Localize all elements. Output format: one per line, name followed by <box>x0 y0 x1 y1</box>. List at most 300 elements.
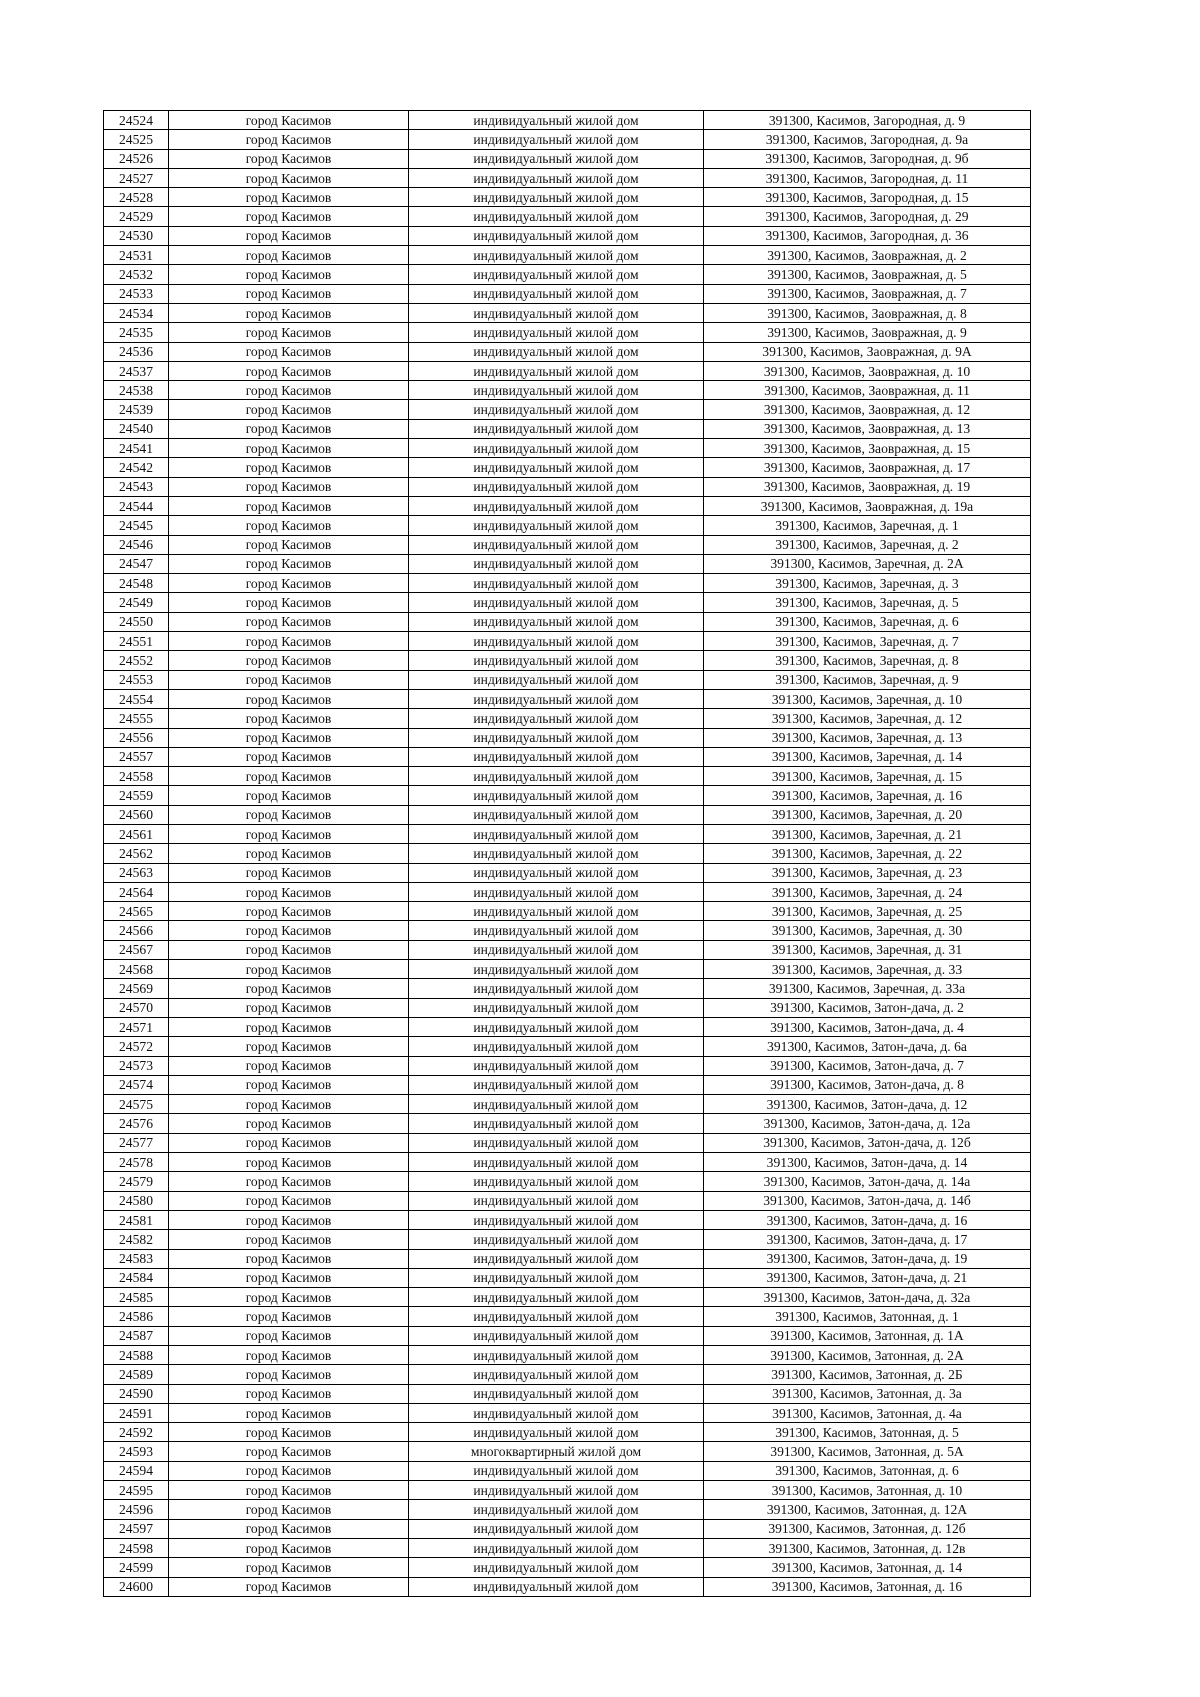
building-type-cell: индивидуальный жилой дом <box>409 670 704 689</box>
table-row <box>104 979 1031 998</box>
row-number-cell: 24573 <box>104 1056 169 1075</box>
building-type-cell: индивидуальный жилой дом <box>409 323 704 342</box>
row-number-cell: 24580 <box>104 1191 169 1210</box>
table-row <box>104 902 1031 921</box>
row-number-cell: 24596 <box>104 1500 169 1519</box>
locality-cell: город Касимов <box>169 1423 409 1442</box>
row-number-cell: 24526 <box>104 149 169 168</box>
address-cell: 391300, Касимов, Заречная, д. 23 <box>704 863 1031 882</box>
building-type-cell: индивидуальный жилой дом <box>409 1017 704 1036</box>
locality-cell: город Касимов <box>169 844 409 863</box>
locality-cell: город Касимов <box>169 1346 409 1365</box>
registry-table-body <box>104 111 1031 1597</box>
address-cell: 391300, Касимов, Заовражная, д. 13 <box>704 419 1031 438</box>
row-number-cell: 24569 <box>104 979 169 998</box>
row-number-cell: 24600 <box>104 1577 169 1596</box>
address-cell: 391300, Касимов, Затонная, д. 2Б <box>704 1365 1031 1384</box>
locality-cell: город Касимов <box>169 1481 409 1500</box>
locality-cell: город Касимов <box>169 767 409 786</box>
table-row <box>104 1519 1031 1538</box>
table-row <box>104 207 1031 226</box>
building-type-cell: индивидуальный жилой дом <box>409 1384 704 1403</box>
address-cell: 391300, Касимов, Затон-дача, д. 14 <box>704 1153 1031 1172</box>
table-row <box>104 1307 1031 1326</box>
address-cell: 391300, Касимов, Затонная, д. 12б <box>704 1519 1031 1538</box>
locality-cell: город Касимов <box>169 786 409 805</box>
locality-cell: город Касимов <box>169 1133 409 1152</box>
row-number-cell: 24531 <box>104 246 169 265</box>
building-type-cell: индивидуальный жилой дом <box>409 303 704 322</box>
building-type-cell: индивидуальный жилой дом <box>409 1114 704 1133</box>
address-cell: 391300, Касимов, Заовражная, д. 15 <box>704 439 1031 458</box>
row-number-cell: 24567 <box>104 940 169 959</box>
locality-cell: город Касимов <box>169 1500 409 1519</box>
table-row <box>104 1461 1031 1480</box>
address-cell: 391300, Касимов, Заовражная, д. 5 <box>704 265 1031 284</box>
table-row <box>104 998 1031 1017</box>
table-row <box>104 1481 1031 1500</box>
table-row <box>104 1423 1031 1442</box>
address-cell: 391300, Касимов, Затон-дача, д. 6а <box>704 1037 1031 1056</box>
table-row <box>104 458 1031 477</box>
row-number-cell: 24583 <box>104 1249 169 1268</box>
building-type-cell: индивидуальный жилой дом <box>409 439 704 458</box>
table-row <box>104 1133 1031 1152</box>
locality-cell: город Касимов <box>169 1095 409 1114</box>
row-number-cell: 24553 <box>104 670 169 689</box>
row-number-cell: 24539 <box>104 400 169 419</box>
table-row <box>104 535 1031 554</box>
building-type-cell: индивидуальный жилой дом <box>409 728 704 747</box>
address-cell: 391300, Касимов, Загородная, д. 29 <box>704 207 1031 226</box>
building-type-cell: индивидуальный жилой дом <box>409 1075 704 1094</box>
row-number-cell: 24554 <box>104 689 169 708</box>
address-cell: 391300, Касимов, Заречная, д. 12 <box>704 709 1031 728</box>
address-cell: 391300, Касимов, Затон-дача, д. 12а <box>704 1114 1031 1133</box>
table-row <box>104 361 1031 380</box>
table-row <box>104 1538 1031 1557</box>
building-type-cell: индивидуальный жилой дом <box>409 612 704 631</box>
locality-cell: город Касимов <box>169 709 409 728</box>
table-row <box>104 651 1031 670</box>
building-type-cell: индивидуальный жилой дом <box>409 998 704 1017</box>
table-row <box>104 381 1031 400</box>
address-cell: 391300, Касимов, Заречная, д. 24 <box>704 882 1031 901</box>
locality-cell: город Касимов <box>169 111 409 130</box>
table-row <box>104 1403 1031 1422</box>
row-number-cell: 24570 <box>104 998 169 1017</box>
address-cell: 391300, Касимов, Загородная, д. 9а <box>704 130 1031 149</box>
building-type-cell: индивидуальный жилой дом <box>409 747 704 766</box>
address-cell: 391300, Касимов, Затон-дача, д. 32а <box>704 1288 1031 1307</box>
locality-cell: город Касимов <box>169 1191 409 1210</box>
table-row <box>104 1268 1031 1287</box>
locality-cell: город Касимов <box>169 1577 409 1596</box>
table-row <box>104 265 1031 284</box>
building-type-cell: индивидуальный жилой дом <box>409 419 704 438</box>
row-number-cell: 24566 <box>104 921 169 940</box>
locality-cell: город Касимов <box>169 1307 409 1326</box>
locality-cell: город Касимов <box>169 574 409 593</box>
row-number-cell: 24529 <box>104 207 169 226</box>
table-row <box>104 111 1031 130</box>
building-type-cell: индивидуальный жилой дом <box>409 1307 704 1326</box>
building-type-cell: индивидуальный жилой дом <box>409 805 704 824</box>
row-number-cell: 24571 <box>104 1017 169 1036</box>
address-cell: 391300, Касимов, Заречная, д. 1 <box>704 516 1031 535</box>
table-row <box>104 940 1031 959</box>
locality-cell: город Касимов <box>169 593 409 612</box>
building-type-cell: индивидуальный жилой дом <box>409 1249 704 1268</box>
address-cell: 391300, Касимов, Заречная, д. 3 <box>704 574 1031 593</box>
building-type-cell: индивидуальный жилой дом <box>409 554 704 573</box>
building-type-cell: индивидуальный жилой дом <box>409 689 704 708</box>
address-cell: 391300, Касимов, Заречная, д. 33а <box>704 979 1031 998</box>
building-type-cell: многоквартирный жилой дом <box>409 1442 704 1461</box>
locality-cell: город Касимов <box>169 902 409 921</box>
address-cell: 391300, Касимов, Затонная, д. 14 <box>704 1558 1031 1577</box>
address-cell: 391300, Касимов, Заовражная, д. 10 <box>704 361 1031 380</box>
row-number-cell: 24543 <box>104 477 169 496</box>
locality-cell: город Касимов <box>169 246 409 265</box>
address-cell: 391300, Касимов, Заречная, д. 25 <box>704 902 1031 921</box>
locality-cell: город Касимов <box>169 1538 409 1557</box>
locality-cell: город Касимов <box>169 1442 409 1461</box>
building-type-cell: индивидуальный жилой дом <box>409 361 704 380</box>
building-type-cell: индивидуальный жилой дом <box>409 168 704 187</box>
table-row <box>104 1037 1031 1056</box>
building-type-cell: индивидуальный жилой дом <box>409 1481 704 1500</box>
building-type-cell: индивидуальный жилой дом <box>409 207 704 226</box>
table-row <box>104 284 1031 303</box>
locality-cell: город Касимов <box>169 207 409 226</box>
table-row <box>104 1365 1031 1384</box>
table-row <box>104 323 1031 342</box>
building-type-cell: индивидуальный жилой дом <box>409 130 704 149</box>
row-number-cell: 24533 <box>104 284 169 303</box>
address-cell: 391300, Касимов, Заречная, д. 16 <box>704 786 1031 805</box>
locality-cell: город Касимов <box>169 863 409 882</box>
building-type-cell: индивидуальный жилой дом <box>409 1288 704 1307</box>
building-type-cell: индивидуальный жилой дом <box>409 1056 704 1075</box>
address-cell: 391300, Касимов, Затон-дача, д. 21 <box>704 1268 1031 1287</box>
table-row <box>104 303 1031 322</box>
building-type-cell: индивидуальный жилой дом <box>409 767 704 786</box>
table-row <box>104 1095 1031 1114</box>
building-type-cell: индивидуальный жилой дом <box>409 882 704 901</box>
building-type-cell: индивидуальный жилой дом <box>409 535 704 554</box>
locality-cell: город Касимов <box>169 1114 409 1133</box>
row-number-cell: 24525 <box>104 130 169 149</box>
locality-cell: город Касимов <box>169 381 409 400</box>
building-type-cell: индивидуальный жилой дом <box>409 111 704 130</box>
address-cell: 391300, Касимов, Заречная, д. 33 <box>704 960 1031 979</box>
building-type-cell: индивидуальный жилой дом <box>409 1191 704 1210</box>
building-type-cell: индивидуальный жилой дом <box>409 902 704 921</box>
building-type-cell: индивидуальный жилой дом <box>409 188 704 207</box>
table-row <box>104 844 1031 863</box>
locality-cell: город Касимов <box>169 361 409 380</box>
row-number-cell: 24550 <box>104 612 169 631</box>
building-type-cell: индивидуальный жилой дом <box>409 1210 704 1229</box>
table-row <box>104 477 1031 496</box>
table-row <box>104 1153 1031 1172</box>
building-type-cell: индивидуальный жилой дом <box>409 1095 704 1114</box>
row-number-cell: 24528 <box>104 188 169 207</box>
table-row <box>104 574 1031 593</box>
address-cell: 391300, Касимов, Заречная, д. 31 <box>704 940 1031 959</box>
building-type-cell: индивидуальный жилой дом <box>409 246 704 265</box>
address-cell: 391300, Касимов, Затонная, д. 5А <box>704 1442 1031 1461</box>
table-row <box>104 168 1031 187</box>
row-number-cell: 24557 <box>104 747 169 766</box>
table-row <box>104 130 1031 149</box>
locality-cell: город Касимов <box>169 284 409 303</box>
row-number-cell: 24581 <box>104 1210 169 1229</box>
table-row <box>104 786 1031 805</box>
table-row <box>104 1230 1031 1249</box>
table-row <box>104 419 1031 438</box>
row-number-cell: 24597 <box>104 1519 169 1538</box>
row-number-cell: 24598 <box>104 1538 169 1557</box>
building-type-cell: индивидуальный жилой дом <box>409 496 704 515</box>
table-row <box>104 149 1031 168</box>
row-number-cell: 24588 <box>104 1346 169 1365</box>
table-row <box>104 1210 1031 1229</box>
table-row <box>104 670 1031 689</box>
row-number-cell: 24527 <box>104 168 169 187</box>
locality-cell: город Касимов <box>169 921 409 940</box>
row-number-cell: 24556 <box>104 728 169 747</box>
table-row <box>104 1075 1031 1094</box>
row-number-cell: 24565 <box>104 902 169 921</box>
building-type-cell: индивидуальный жилой дом <box>409 381 704 400</box>
row-number-cell: 24564 <box>104 882 169 901</box>
address-cell: 391300, Касимов, Затонная, д. 5 <box>704 1423 1031 1442</box>
locality-cell: город Касимов <box>169 130 409 149</box>
building-type-cell: индивидуальный жилой дом <box>409 1538 704 1557</box>
address-cell: 391300, Касимов, Затонная, д. 2А <box>704 1346 1031 1365</box>
building-type-cell: индивидуальный жилой дом <box>409 824 704 843</box>
locality-cell: город Касимов <box>169 1172 409 1191</box>
table-row <box>104 882 1031 901</box>
address-cell: 391300, Касимов, Затонная, д. 16 <box>704 1577 1031 1596</box>
address-cell: 391300, Касимов, Затонная, д. 12в <box>704 1538 1031 1557</box>
locality-cell: город Касимов <box>169 419 409 438</box>
building-type-cell: индивидуальный жилой дом <box>409 265 704 284</box>
row-number-cell: 24578 <box>104 1153 169 1172</box>
table-row <box>104 188 1031 207</box>
address-cell: 391300, Касимов, Заречная, д. 30 <box>704 921 1031 940</box>
locality-cell: город Касимов <box>169 149 409 168</box>
row-number-cell: 24559 <box>104 786 169 805</box>
building-type-cell: индивидуальный жилой дом <box>409 1423 704 1442</box>
building-type-cell: индивидуальный жилой дом <box>409 1172 704 1191</box>
locality-cell: город Касимов <box>169 940 409 959</box>
address-cell: 391300, Касимов, Затон-дача, д. 12б <box>704 1133 1031 1152</box>
address-cell: 391300, Касимов, Заовражная, д. 19а <box>704 496 1031 515</box>
locality-cell: город Касимов <box>169 554 409 573</box>
address-cell: 391300, Касимов, Заовражная, д. 17 <box>704 458 1031 477</box>
building-type-cell: индивидуальный жилой дом <box>409 844 704 863</box>
address-cell: 391300, Касимов, Заречная, д. 10 <box>704 689 1031 708</box>
row-number-cell: 24586 <box>104 1307 169 1326</box>
locality-cell: город Касимов <box>169 516 409 535</box>
table-row <box>104 1326 1031 1345</box>
locality-cell: город Касимов <box>169 1558 409 1577</box>
building-type-cell: индивидуальный жилой дом <box>409 1230 704 1249</box>
locality-cell: город Касимов <box>169 439 409 458</box>
table-row <box>104 767 1031 786</box>
table-row <box>104 805 1031 824</box>
building-type-cell: индивидуальный жилой дом <box>409 1365 704 1384</box>
building-type-cell: индивидуальный жилой дом <box>409 1519 704 1538</box>
table-row <box>104 342 1031 361</box>
address-cell: 391300, Касимов, Затон-дача, д. 16 <box>704 1210 1031 1229</box>
row-number-cell: 24590 <box>104 1384 169 1403</box>
address-cell: 391300, Касимов, Загородная, д. 11 <box>704 168 1031 187</box>
locality-cell: город Касимов <box>169 1326 409 1345</box>
building-type-cell: индивидуальный жилой дом <box>409 516 704 535</box>
address-cell: 391300, Касимов, Заречная, д. 22 <box>704 844 1031 863</box>
row-number-cell: 24587 <box>104 1326 169 1345</box>
locality-cell: город Касимов <box>169 998 409 1017</box>
locality-cell: город Касимов <box>169 728 409 747</box>
table-row <box>104 824 1031 843</box>
row-number-cell: 24545 <box>104 516 169 535</box>
address-cell: 391300, Касимов, Заречная, д. 2А <box>704 554 1031 573</box>
row-number-cell: 24551 <box>104 632 169 651</box>
address-cell: 391300, Касимов, Загородная, д. 36 <box>704 226 1031 245</box>
locality-cell: город Касимов <box>169 1210 409 1229</box>
locality-cell: город Касимов <box>169 747 409 766</box>
building-type-cell: индивидуальный жилой дом <box>409 632 704 651</box>
locality-cell: город Касимов <box>169 824 409 843</box>
table-row <box>104 1056 1031 1075</box>
locality-cell: город Касимов <box>169 1365 409 1384</box>
housing-registry-table <box>103 110 1031 1597</box>
table-row <box>104 863 1031 882</box>
building-type-cell: индивидуальный жилой дом <box>409 593 704 612</box>
table-row <box>104 921 1031 940</box>
building-type-cell: индивидуальный жилой дом <box>409 1346 704 1365</box>
row-number-cell: 24568 <box>104 960 169 979</box>
table-row <box>104 1191 1031 1210</box>
address-cell: 391300, Касимов, Заовражная, д. 8 <box>704 303 1031 322</box>
address-cell: 391300, Касимов, Затон-дача, д. 17 <box>704 1230 1031 1249</box>
address-cell: 391300, Касимов, Затонная, д. 12А <box>704 1500 1031 1519</box>
locality-cell: город Касимов <box>169 805 409 824</box>
building-type-cell: индивидуальный жилой дом <box>409 709 704 728</box>
address-cell: 391300, Касимов, Затонная, д. 1А <box>704 1326 1031 1345</box>
building-type-cell: индивидуальный жилой дом <box>409 149 704 168</box>
building-type-cell: индивидуальный жилой дом <box>409 1133 704 1152</box>
address-cell: 391300, Касимов, Затон-дача, д. 4 <box>704 1017 1031 1036</box>
address-cell: 391300, Касимов, Заречная, д. 13 <box>704 728 1031 747</box>
building-type-cell: индивидуальный жилой дом <box>409 1558 704 1577</box>
row-number-cell: 24574 <box>104 1075 169 1094</box>
building-type-cell: индивидуальный жилой дом <box>409 226 704 245</box>
address-cell: 391300, Касимов, Затон-дача, д. 12 <box>704 1095 1031 1114</box>
table-row <box>104 400 1031 419</box>
building-type-cell: индивидуальный жилой дом <box>409 921 704 940</box>
locality-cell: город Касимов <box>169 882 409 901</box>
address-cell: 391300, Касимов, Заовражная, д. 7 <box>704 284 1031 303</box>
row-number-cell: 24599 <box>104 1558 169 1577</box>
locality-cell: город Касимов <box>169 1037 409 1056</box>
table-row <box>104 1172 1031 1191</box>
address-cell: 391300, Касимов, Заречная, д. 2 <box>704 535 1031 554</box>
locality-cell: город Касимов <box>169 1268 409 1287</box>
locality-cell: город Касимов <box>169 632 409 651</box>
building-type-cell: индивидуальный жилой дом <box>409 1326 704 1345</box>
building-type-cell: индивидуальный жилой дом <box>409 1153 704 1172</box>
locality-cell: город Касимов <box>169 400 409 419</box>
address-cell: 391300, Касимов, Затон-дача, д. 2 <box>704 998 1031 1017</box>
address-cell: 391300, Касимов, Затон-дача, д. 19 <box>704 1249 1031 1268</box>
locality-cell: город Касимов <box>169 168 409 187</box>
row-number-cell: 24579 <box>104 1172 169 1191</box>
locality-cell: город Касимов <box>169 1056 409 1075</box>
address-cell: 391300, Касимов, Заречная, д. 5 <box>704 593 1031 612</box>
address-cell: 391300, Касимов, Заовражная, д. 19 <box>704 477 1031 496</box>
table-row <box>104 516 1031 535</box>
table-row <box>104 728 1031 747</box>
table-row <box>104 593 1031 612</box>
address-cell: 391300, Касимов, Затон-дача, д. 8 <box>704 1075 1031 1094</box>
row-number-cell: 24560 <box>104 805 169 824</box>
row-number-cell: 24558 <box>104 767 169 786</box>
table-row <box>104 1288 1031 1307</box>
address-cell: 391300, Касимов, Затонная, д. 6 <box>704 1461 1031 1480</box>
building-type-cell: индивидуальный жилой дом <box>409 458 704 477</box>
table-row <box>104 1442 1031 1461</box>
address-cell: 391300, Касимов, Загородная, д. 9б <box>704 149 1031 168</box>
address-cell: 391300, Касимов, Заречная, д. 21 <box>704 824 1031 843</box>
locality-cell: город Касимов <box>169 535 409 554</box>
building-type-cell: индивидуальный жилой дом <box>409 960 704 979</box>
locality-cell: город Касимов <box>169 265 409 284</box>
address-cell: 391300, Касимов, Заречная, д. 9 <box>704 670 1031 689</box>
locality-cell: город Касимов <box>169 1075 409 1094</box>
row-number-cell: 24562 <box>104 844 169 863</box>
row-number-cell: 24524 <box>104 111 169 130</box>
building-type-cell: индивидуальный жилой дом <box>409 400 704 419</box>
row-number-cell: 24594 <box>104 1461 169 1480</box>
locality-cell: город Касимов <box>169 188 409 207</box>
building-type-cell: индивидуальный жилой дом <box>409 342 704 361</box>
table-row <box>104 1017 1031 1036</box>
locality-cell: город Касимов <box>169 670 409 689</box>
building-type-cell: индивидуальный жилой дом <box>409 477 704 496</box>
table-row <box>104 709 1031 728</box>
row-number-cell: 24585 <box>104 1288 169 1307</box>
address-cell: 391300, Касимов, Затон-дача, д. 7 <box>704 1056 1031 1075</box>
table-row <box>104 632 1031 651</box>
table-row <box>104 1558 1031 1577</box>
locality-cell: город Касимов <box>169 458 409 477</box>
table-row <box>104 554 1031 573</box>
building-type-cell: индивидуальный жилой дом <box>409 574 704 593</box>
locality-cell: город Касимов <box>169 1384 409 1403</box>
row-number-cell: 24577 <box>104 1133 169 1152</box>
table-row <box>104 612 1031 631</box>
locality-cell: город Касимов <box>169 1461 409 1480</box>
table-row <box>104 1500 1031 1519</box>
building-type-cell: индивидуальный жилой дом <box>409 1577 704 1596</box>
row-number-cell: 24592 <box>104 1423 169 1442</box>
row-number-cell: 24530 <box>104 226 169 245</box>
